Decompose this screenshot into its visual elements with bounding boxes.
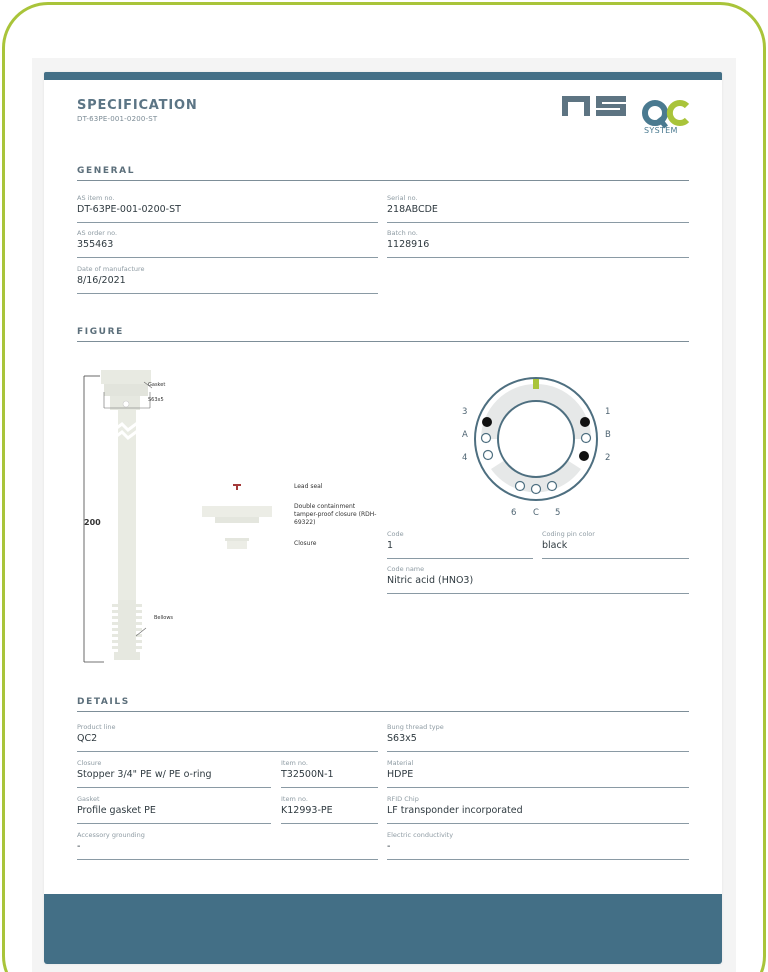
field-label: Item no. (281, 795, 308, 803)
pin-label-6: 6 (511, 508, 517, 518)
pin-label-a: A (462, 430, 468, 440)
page-title: SPECIFICATION (77, 98, 198, 113)
double-closure-label: Double containment tamper-proof closure (RDH-69322) (294, 503, 377, 527)
field-serial-no (387, 193, 689, 223)
closure-label: Closure (294, 540, 317, 547)
field-value: Profile gasket PE (77, 805, 156, 816)
field-closure-item-no (281, 758, 378, 788)
section-details-heading: DETAILS (77, 697, 689, 712)
sheet-top-bar (44, 72, 722, 80)
field-label: AS item no. (77, 194, 115, 202)
pin-label-b: B (605, 430, 611, 440)
field-value: K12993-PE (281, 805, 333, 816)
field-label: Coding pin color (542, 530, 595, 538)
field-label: Code name (387, 565, 425, 573)
bellows-label: Bellows (154, 615, 174, 621)
closure-parts-icon (199, 480, 279, 552)
pin-label-3: 3 (462, 407, 468, 417)
pin-label-4: 4 (462, 453, 468, 463)
field-label: Product line (77, 723, 116, 731)
length-label: 200 (84, 518, 101, 527)
field-coding-pin-color (542, 529, 689, 559)
field-label: Item no. (281, 759, 308, 767)
field-label: Serial no. (387, 194, 418, 202)
field-value: DT-63PE-001-0200-ST (77, 204, 181, 215)
pin-label-1: 1 (605, 407, 611, 417)
qc-system-caption: SYSTEM (644, 126, 678, 135)
specification-sheet (44, 72, 722, 964)
field-value: QC2 (77, 733, 98, 744)
field-product-line (77, 722, 378, 752)
field-label: Accessory grounding (77, 831, 145, 839)
as-logo-icon (562, 94, 626, 118)
field-value: - (77, 841, 81, 852)
field-value: black (542, 540, 568, 551)
field-as-item-no (77, 193, 378, 223)
field-value: Nitric acid (HNO3) (387, 575, 474, 586)
section-general-heading: GENERAL (77, 166, 689, 181)
field-date-of-manufacture (77, 264, 378, 294)
field-value: 218ABCDE (387, 204, 438, 215)
tube-drawing-icon (74, 364, 204, 666)
field-batch-no (387, 228, 689, 258)
field-bung-thread-type (387, 722, 689, 752)
field-value: S63x5 (387, 733, 417, 744)
field-label: RFID Chip (387, 795, 419, 803)
thread-label: S63x5 (148, 397, 164, 403)
field-as-order-no (77, 228, 378, 258)
field-value: 8/16/2021 (77, 275, 126, 286)
field-label: Closure (77, 759, 102, 767)
field-value: LF transponder incorporated (387, 805, 523, 816)
field-label: Electric conductivity (387, 831, 454, 839)
section-figure-heading: FIGURE (77, 327, 689, 342)
field-value: T32500N-1 (281, 769, 334, 780)
pin-label-5: 5 (555, 508, 561, 518)
field-gasket-item-no (281, 794, 378, 824)
field-label: Bung thread type (387, 723, 444, 731)
sheet-footer-bar (44, 894, 722, 964)
field-label: Code (387, 530, 404, 538)
field-value: 355463 (77, 239, 114, 250)
field-label: Date of manufacture (77, 265, 145, 273)
field-rfid-chip (387, 794, 689, 824)
field-value: Stopper 3/4" PE w/ PE o-ring (77, 769, 212, 780)
field-closure (77, 758, 271, 788)
page-subtitle: DT-63PE-001-0200-ST (77, 115, 158, 123)
field-accessory-grounding (77, 830, 378, 860)
field-label: Batch no. (387, 229, 418, 237)
field-code-name (387, 564, 689, 594)
field-material (387, 758, 689, 788)
gasket-label: Gasket (148, 382, 166, 388)
field-value: HDPE (387, 769, 414, 780)
field-value: 1128916 (387, 239, 430, 250)
lead-seal-label: Lead seal (294, 483, 323, 490)
field-value: 1 (387, 540, 394, 551)
field-value: - (387, 841, 391, 852)
pin-label-c: C (533, 508, 539, 518)
coding-ring-icon (471, 374, 601, 504)
field-electric-conductivity (387, 830, 689, 860)
field-label: AS order no. (77, 229, 118, 237)
field-label: Material (387, 759, 414, 767)
field-label: Gasket (77, 795, 100, 803)
pin-label-2: 2 (605, 453, 611, 463)
field-gasket (77, 794, 271, 824)
field-code (387, 529, 533, 559)
